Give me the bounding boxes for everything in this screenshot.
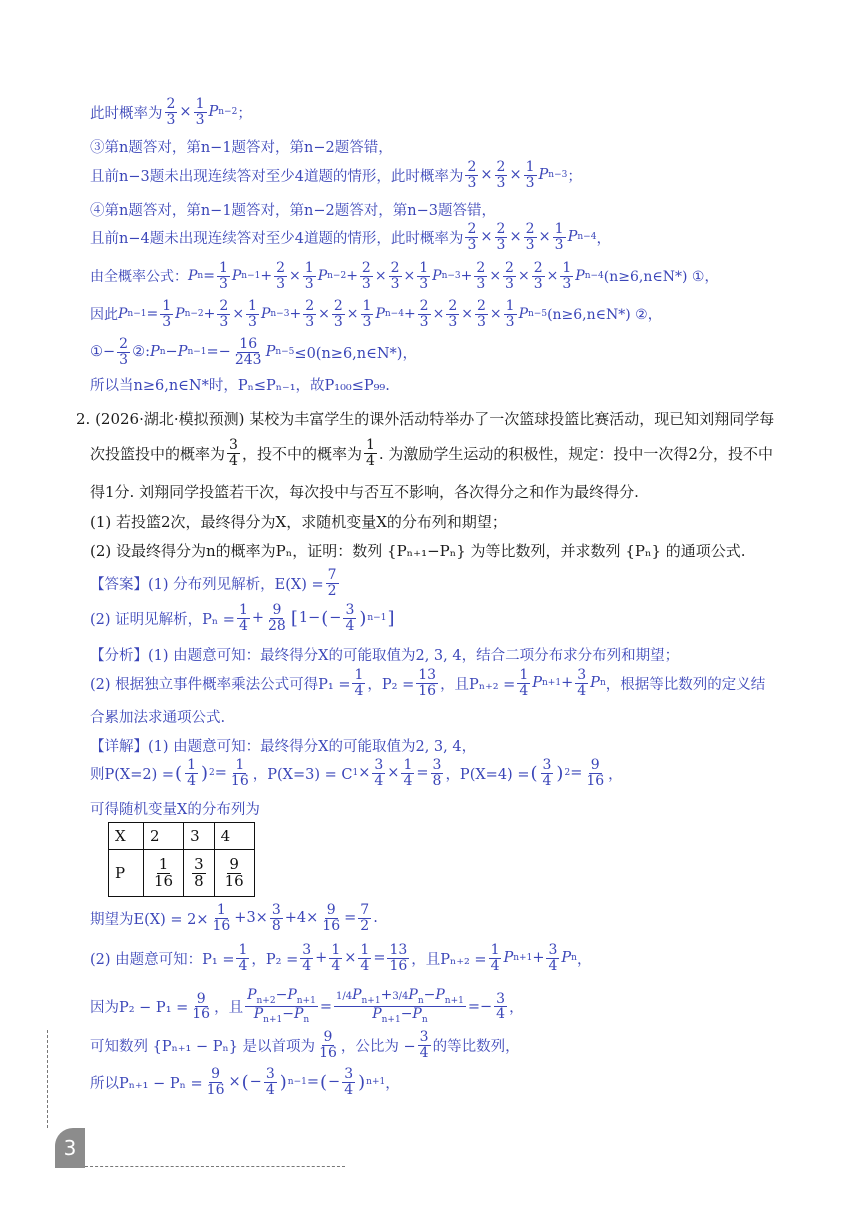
detail-line-p2: (2) 由题意可知：P₁ = $\frac{1}{4}$ ，P₂ = $\frac{3}{4}$ + $\frac{1}{4}$ × $\frac{1}{4}$ = $\frac{13}{16}$ ，且Pₙ₊₂ = $\frac{1}{4}$ P n+1 + $\frac{3}{4}$ P n ， [90, 942, 592, 974]
dashed-margin-line [47, 1030, 48, 1128]
question-2-part-2: (2) 设最终得分为n的概率为Pₙ，证明：数列 {Pₙ₊₁−Pₙ} 为等比数列，并求数列 {Pₙ} 的通项公式. [90, 542, 746, 560]
expectation-line: 期望为E(X) = 2× $\frac{1}{16}$ +3× $\frac{3}{8}$ +4× $\frac{9}{16}$ = $\frac{7}{2}$ . [90, 902, 378, 934]
dashed-footer-line [85, 1166, 345, 1167]
table-row [109, 850, 255, 897]
question-2-line-1: 2. (2026·湖北·模拟预测) 某校为丰富学生的课外活动特举办了一次篮球投篮比赛活动，现已知刘翔同学每 [76, 410, 775, 428]
distribution-table [108, 822, 255, 897]
question-2-part-1: (1) 若投篮2次，最终得分为X，求随机变量X的分布列和期望； [90, 513, 507, 531]
detail-line-p4: 可知数列 {Pₙ₊₁ − Pₙ} 是以首项为 $\frac{9}{16}$ ，公比为 − $\frac{3}{4}$ 的等比数列， [90, 1029, 520, 1061]
table-header-row [109, 823, 255, 850]
solution-line-1: 此时概率为 $\frac{2}{3}$ × $\frac{1}{3}$ P n−2 ； [90, 96, 252, 128]
solution-line-5: 且前n−4题未出现连续答对至少4道题的情形，此时概率为 $\frac{2}{3}$ × $\frac{2}{3}$ × $\frac{2}{3}$ × $\frac{1}{3}$ P n−4 ， [90, 221, 611, 253]
detail-line-2: 则P(X=2) = ( $\frac{1}{4}$ ) 2 = $\frac{1}{16}$ ，P(X=3) = C 1 × $\frac{3}{4}$ × $\frac{1}{4}$ = $\frac{3}{8}$ ，P(X=4) = ( $\frac{3}{4}$ ) 2 = $\frac{9}{16}$ ， [90, 757, 623, 789]
fraction: $\frac{1}{3}$ [195, 96, 205, 128]
question-2-line-3: 得1分. 刘翔同学投篮若干次，每次投中与否互不影响，各次得分之和作为最终得分. [90, 483, 639, 501]
solution-line-6: 由全概率公式： P n = $\frac{1}{3}$ P n−1 + $\frac{2}{3}$ × $\frac{1}{3}$ P n−2 + $\frac{2}{3}$ × $\frac{2}{3}$ × $\frac{1}{3}$ P n−3 + $\frac{2}{3}$ × $\frac{2}{3}$ × $\frac{2}{3}$ × $\frac{1}{3}$ P n−4 (n≥6,n∈N*) ①， [90, 260, 719, 292]
detail-line-p5: 所以Pₙ₊₁ − Pₙ = $\frac{9}{16}$ × ( − $\frac{3}{4}$ ) n−1 = ( − $\frac{3}{4}$ ) n+1 ， [90, 1066, 400, 1098]
detail-line-3: 可得随机变量X的分布列为 [90, 802, 260, 818]
solution-line-7: 因此 P n−1 = $\frac{1}{3}$ P n−2 + $\frac{2}{3}$ × $\frac{1}{3}$ P n−3 + $\frac{2}{3}$ × $\frac{2}{3}$ × $\frac{1}{3}$ P n−4 + $\frac{2}{3}$ × $\frac{2}{3}$ × $\frac{2}{3}$ × $\frac{1}{3}$ P n−5 (n≥6,n∈N*) ②， [90, 298, 662, 330]
answer-line-1: 【答案】(1) 分布列见解析，E(X) = $\frac{7}{2}$ [90, 567, 337, 599]
analysis-line-2: (2) 根据独立事件概率乘法公式可得P₁ = $\frac{1}{4}$ ，P₂ = $\frac{13}{16}$ ，且Pₙ₊₂ = $\frac{1}{4}$ P n+1 + $\frac{3}{4}$ P n ，根据等比数列的定义结 [90, 667, 766, 699]
text: 此时概率为 [90, 105, 163, 122]
solution-line-3: 且前n−3题未出现连续答对至少4道题的情形，此时概率为 $\frac{2}{3}$ × $\frac{2}{3}$ × $\frac{1}{3}$ P n−3 ； [90, 159, 582, 191]
analysis-line-1: 【分析】(1) 由题意可知：最终得分X的可能取值为2, 3, 4，结合二项分布求分布列和期望； [90, 648, 680, 664]
fraction: $\frac{2}{3}$ [166, 96, 176, 128]
table-cell: $\frac{3}{8}$ [184, 850, 215, 897]
answer-line-2: (2) 证明见解析，Pₙ = $\frac{1}{4}$ + $\frac{9}{28}$ [ 1− ( − $\frac{3}{4}$ ) n−1 ] [90, 602, 395, 634]
table-cell: $\frac{9}{16}$ [214, 850, 254, 897]
solution-line-2: ③第n题答对，第n−1题答对，第n−2题答错， [90, 140, 393, 156]
table-header-cell: X [109, 823, 144, 850]
table-header-cell: 4 [214, 823, 254, 850]
page-number-tab: 3 [55, 1128, 85, 1168]
solution-line-8: ①− $\frac{2}{3}$ ②: P n − P n−1 =− $\frac{16}{243}$ P n−5 ≤0(n≥6,n∈N*)， [90, 336, 417, 368]
analysis-line-3: 合累加法求通项公式. [90, 710, 226, 726]
question-2-line-2: 次投篮投中的概率为 $\frac{3}{4}$ ，投不中的概率为 $\frac{1}{4}$ . 为激励学生运动的积极性，规定：投中一次得2分，投不中 [90, 437, 773, 469]
table-header-cell: 3 [184, 823, 215, 850]
detail-line-1: 【详解】(1) 由题意可知：最终得分X的可能取值为2, 3, 4， [90, 739, 477, 755]
detail-line-p3: 因为P₂ − P₁ = $\frac{9}{16}$ ，且 $\frac{P_{n+2}-P_{n+1}}{P_{n+1}-P_n}$ = $\frac{1/4P_{n+1}+3/4P_n-P_{n+1}}{P_{n+1}-P_n}$ =− $\frac{3}{4}$ ， [90, 987, 524, 1026]
table-header-cell: 2 [144, 823, 184, 850]
table-row-label: P [109, 850, 144, 897]
solution-line-4: ④第n题答对，第n−1题答对，第n−2题答对，第n−3题答错， [90, 203, 496, 219]
solution-line-9: 所以当n≥6,n∈N*时，Pₙ≤Pₙ₋₁，故P₁₀₀≤P₉₉. [90, 378, 390, 394]
table-cell: $\frac{1}{16}$ [144, 850, 184, 897]
